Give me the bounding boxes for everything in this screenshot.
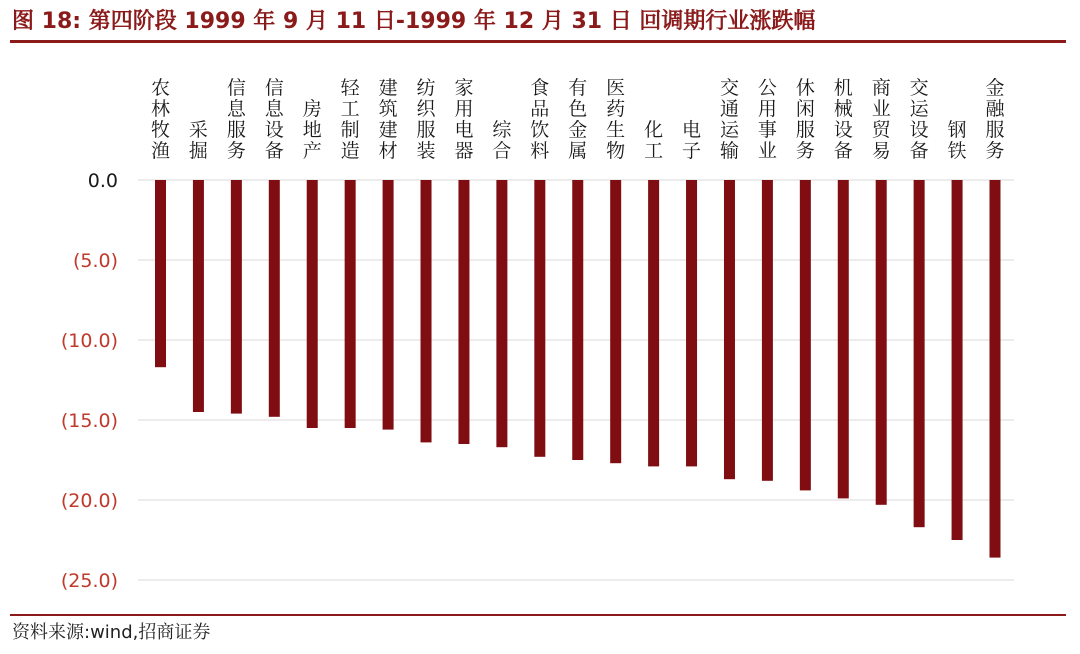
bar	[724, 180, 735, 479]
category-label: 采掘	[188, 119, 208, 162]
category-label: 机械设备	[833, 77, 853, 162]
bar	[990, 180, 1001, 558]
bar	[155, 180, 166, 367]
bar	[307, 180, 318, 428]
category-label: 轻工制造	[340, 77, 360, 162]
category-label: 钢铁	[947, 119, 967, 162]
category-label: 有色金属	[568, 77, 588, 162]
category-label: 电子	[682, 119, 702, 162]
source-note: 资料来源:wind,招商证券	[12, 622, 211, 643]
bar	[231, 180, 242, 414]
category-label: 化工	[644, 119, 664, 162]
category-label: 房地产	[302, 98, 322, 162]
category-label: 家用电器	[454, 77, 474, 162]
y-tick-label: (25.0)	[60, 570, 118, 592]
bar	[572, 180, 583, 460]
bar	[648, 180, 659, 466]
bar	[421, 180, 432, 442]
bar	[914, 180, 925, 527]
category-labels	[151, 77, 1006, 162]
y-tick-label: 0.0	[87, 170, 118, 192]
category-label: 农林牧渔	[150, 77, 171, 162]
category-label: 交通运输	[719, 77, 739, 162]
bar	[952, 180, 963, 540]
category-label: 信息设备	[264, 77, 284, 162]
bars	[155, 180, 1001, 558]
category-label: 综合	[492, 119, 512, 162]
bar	[800, 180, 811, 490]
category-label: 金融服务	[985, 77, 1005, 162]
figure-title: 图 18: 第四阶段 1999 年 9 月 11 日-1999 年 12 月 31 日 回调期行业涨跌幅	[12, 9, 816, 34]
bar	[458, 180, 469, 444]
y-tick-label: (5.0)	[72, 250, 118, 272]
bar	[193, 180, 204, 412]
bar	[876, 180, 887, 505]
bar	[686, 180, 697, 466]
bar	[269, 180, 280, 417]
y-axis-ticks	[61, 170, 118, 592]
bar	[496, 180, 507, 447]
category-label: 医药生物	[606, 77, 626, 162]
category-label: 建筑建材	[378, 77, 398, 162]
y-tick-label: (20.0)	[60, 490, 118, 512]
bar	[345, 180, 356, 428]
category-label: 商业贸易	[871, 77, 891, 162]
category-label: 纺织服装	[416, 77, 436, 162]
category-label: 交运设备	[909, 77, 929, 162]
y-tick-label: (10.0)	[60, 330, 118, 352]
category-label: 食品饮料	[530, 77, 550, 162]
category-label: 信息服务	[226, 77, 246, 162]
bar	[383, 180, 394, 430]
bar	[762, 180, 773, 481]
bar	[610, 180, 621, 463]
bar	[838, 180, 849, 498]
source-rule	[10, 614, 1066, 616]
category-label: 休闲服务	[795, 77, 815, 162]
bar	[534, 180, 545, 457]
category-label: 公用事业	[757, 77, 777, 162]
y-tick-label: (15.0)	[60, 410, 118, 432]
